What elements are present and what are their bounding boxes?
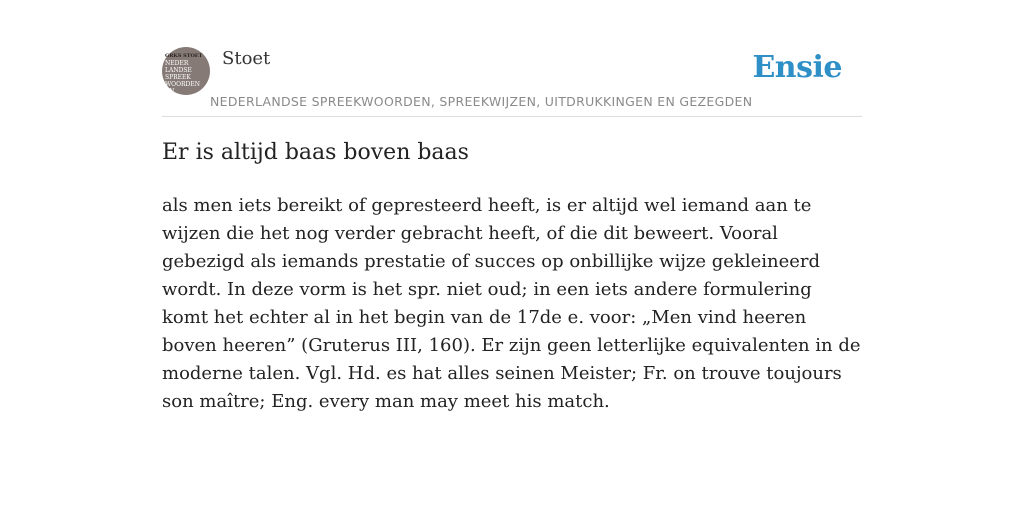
- logo-text-body: [165, 60, 209, 102]
- entry-definition: als men iets bereikt of gepresteerd heeft, is er altijd wel iemand aan te wijzen die het nog verder gebracht heeft, of die dit beweert. Vooral gebezigd als iemands prestatie of succes op onbillijke wijze gekleineerd wordt. In deze vorm is het spr. niet oud; in een iets andere formulering komt het echter al in het begin van de 17de e. voor: „Men vind heeren boven heeren” (Gruterus III, 160). Er zijn geen letterlijke equivalenten in de moderne talen. Vgl. Hd. es hat alles seinen Meister; Fr. on trouve toujours son maître; Eng. every man may meet his match.: [162, 195, 861, 412]
- header: [162, 46, 862, 117]
- entry-title: Er is altijd baas boven baas: [162, 140, 469, 165]
- source-title[interactable]: NEDERLANDSE SPREEKWOORDEN, SPREEKWIJZEN, UITDRUKKINGEN EN GEZEGDEN: [210, 94, 753, 109]
- brand-logo[interactable]: Ensie: [752, 50, 842, 85]
- author-name[interactable]: Stoet: [222, 48, 271, 69]
- logo-text-body-content: NEDER LANDSE SPREEK WOORDEN EN GEZEGDEN: [165, 60, 202, 102]
- book-cover-logo[interactable]: [162, 47, 210, 102]
- logo-text-top: GRKS STOET: [165, 53, 203, 59]
